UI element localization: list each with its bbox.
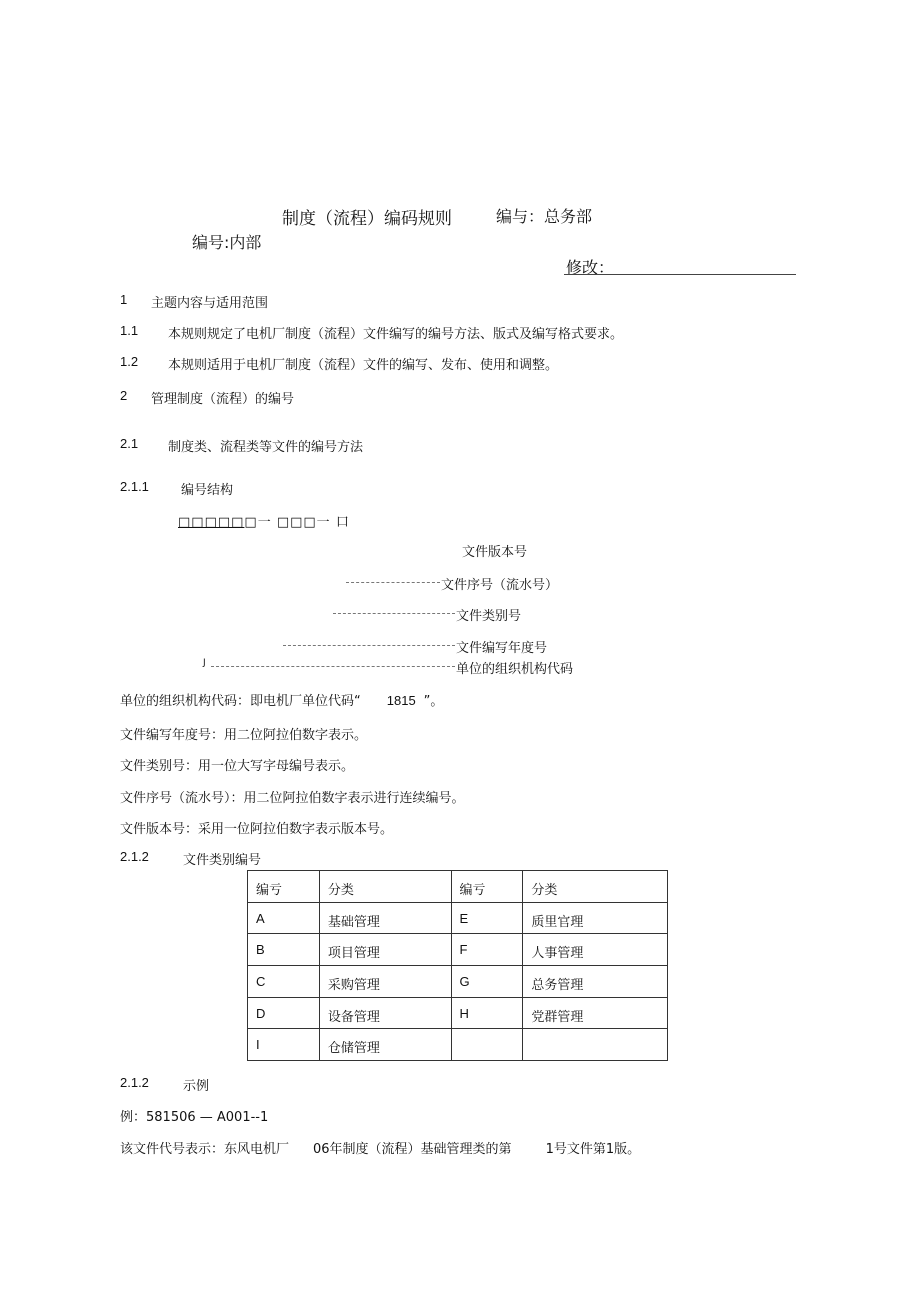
section-text: 编号结构 <box>181 483 234 498</box>
table-row <box>248 902 668 934</box>
section-number: 2 <box>120 388 128 403</box>
example-description <box>120 1138 640 1157</box>
leader-line <box>211 666 455 667</box>
section-number: 2.1.2 <box>120 849 149 864</box>
table-cell: 总务管理 <box>523 965 668 997</box>
example-desc-part: 1号文件第1版。 <box>545 1142 641 1157</box>
table-cell: 项目管理 <box>319 934 451 966</box>
section-number: 2.1 <box>120 436 139 451</box>
table-cell: 人事管理 <box>523 934 668 966</box>
table-cell: 仓储管理 <box>319 1029 451 1061</box>
revision-label: 修改： <box>566 258 615 277</box>
table-cell: 党群管理 <box>523 997 668 1029</box>
example-desc-part: 06年制度（流程）基础管理类的第 <box>313 1142 512 1157</box>
table-cell: 设备管理 <box>319 997 451 1029</box>
code-boxes-underlined: □□□□□ <box>178 515 245 530</box>
code-structure-boxes <box>178 511 350 530</box>
label-category-number: 文件类别号 <box>456 609 522 624</box>
leader-mark: J <box>203 658 206 668</box>
table-cell: 采购管理 <box>319 965 451 997</box>
table-cell: E <box>451 902 523 934</box>
label-org-code: 单位的组织机构代码 <box>456 662 574 677</box>
leader-line <box>346 582 440 583</box>
table-row <box>248 1029 668 1061</box>
table-header-cell: 编亏 <box>248 871 320 903</box>
section-number: 2.1.1 <box>120 479 149 494</box>
document-title: 制度（流程）编码规则 <box>282 209 452 229</box>
table-row <box>248 997 668 1029</box>
definition-category: 文件类别号：用一位大写字母编号表示。 <box>120 759 355 774</box>
example-code: 例：581506 — A001--1 <box>120 1110 269 1125</box>
definition-year: 文件编写年度号：用二位阿拉伯数字表示。 <box>120 728 368 743</box>
label-serial-number: 文件序号（流水号） <box>441 578 559 593</box>
code-boxes-rest: □一 □□□一 口 <box>244 515 350 530</box>
table-cell: F <box>451 934 523 966</box>
table-cell: C <box>248 965 320 997</box>
section-text: 示例 <box>183 1079 210 1094</box>
org-code-value: 1815 <box>386 693 416 708</box>
label-year-number: 文件编写年度号 <box>456 641 548 656</box>
section-text: 制度类、流程类等文件的编号方法 <box>168 440 364 455</box>
leader-line <box>333 613 455 614</box>
table-cell <box>451 1029 523 1061</box>
table-row <box>248 965 668 997</box>
table-header-row <box>248 871 668 903</box>
table-row <box>248 934 668 966</box>
section-heading: 管理制度（流程）的编号 <box>151 392 295 407</box>
definition-version: 文件版本号：采用一位阿拉伯数字表示版本号。 <box>120 822 394 837</box>
category-table <box>247 870 668 1061</box>
section-number: 2.1.2 <box>120 1075 149 1090</box>
author-dept: 编与：总务部 <box>496 207 593 226</box>
example-desc-part: 该文件代号表示：东风电机厂 <box>120 1142 290 1157</box>
section-text: 本规则适用于电机厂制度（流程）文件的编写、发布、使用和调整。 <box>168 358 559 373</box>
table-cell: A <box>248 902 320 934</box>
table-header-cell: 分类 <box>523 871 668 903</box>
table-header-cell: 分类 <box>319 871 451 903</box>
section-number: 1.1 <box>120 323 139 338</box>
definition-org-code <box>120 690 443 709</box>
section-text: 本规则规定了电机厂制度（流程）文件编写的编号方法、版式及编写格式要求。 <box>168 327 624 342</box>
document-code: 编号:内部 <box>192 233 262 252</box>
table-cell: I <box>248 1029 320 1061</box>
table-header-cell: 编亏 <box>451 871 523 903</box>
table-cell: D <box>248 997 320 1029</box>
leader-line <box>283 645 455 646</box>
label-version-number: 文件版本号 <box>462 545 528 560</box>
table-cell: 基础管理 <box>319 902 451 934</box>
table-cell: B <box>248 934 320 966</box>
definition-org-code-prefix: 单位的组织机构代码：即电机厂单位代码“ <box>120 694 361 709</box>
table-cell: 质里官理 <box>523 902 668 934</box>
section-number: 1 <box>120 292 128 307</box>
definition-org-code-suffix: ”。 <box>423 694 444 709</box>
table-cell: H <box>451 997 523 1029</box>
table-cell <box>523 1029 668 1061</box>
section-heading: 主题内容与适用范围 <box>151 296 269 311</box>
section-number: 1.2 <box>120 354 139 369</box>
revision-underline <box>564 274 796 275</box>
table-cell: G <box>451 965 523 997</box>
section-text: 文件类别编号 <box>183 853 262 868</box>
definition-serial: 文件序号（流水号）：用二位阿拉伯数字表示进行连续编号。 <box>120 791 465 806</box>
